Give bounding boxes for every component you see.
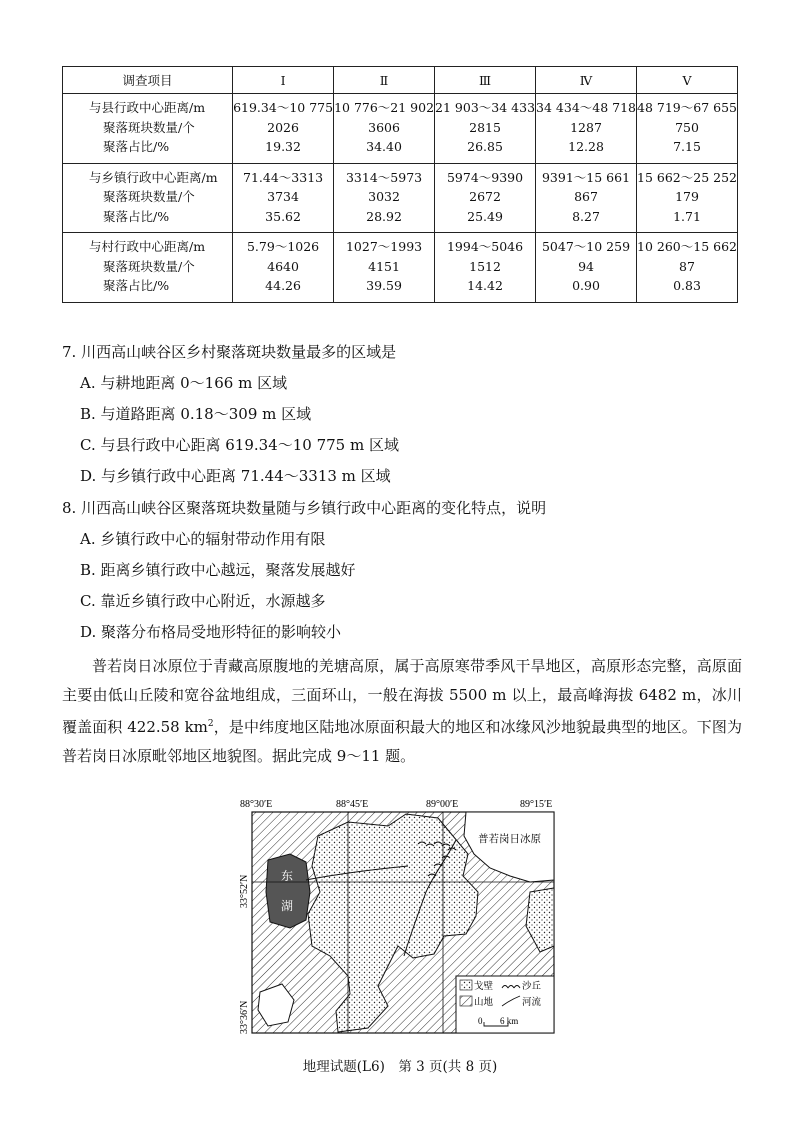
table-cell: 4151 <box>368 258 400 274</box>
scale-zero: 0 <box>478 1016 483 1026</box>
table-cell: 94 <box>578 258 594 274</box>
row-label: 与县行政中心距离/m <box>89 100 206 115</box>
zone-3-cell <box>435 233 536 303</box>
header-zone-5: Ⅴ <box>637 67 738 94</box>
row-label: 聚落占比/% <box>103 208 170 224</box>
table-cell: 4640 <box>267 258 299 274</box>
row-label: 聚落斑块数量/个 <box>103 258 195 274</box>
table-cell: 1512 <box>469 258 501 274</box>
row-labels <box>63 94 233 164</box>
table-cell: 14.42 <box>467 278 503 293</box>
lon-label: 89°00′E <box>426 799 459 810</box>
table-cell: 5.79～1026 <box>246 239 320 254</box>
question-8-option-a: A. 乡镇行政中心的辐射带动作用有限 <box>80 530 326 548</box>
question-7-option-b: B. 与道路距离 0.18～309 m 区域 <box>80 405 312 423</box>
legend-mountain-swatch <box>460 996 472 1006</box>
header-zone-4: Ⅳ <box>536 67 637 94</box>
legend-gobi-label: 戈壁 <box>474 981 494 992</box>
table-cell: 48 719～67 655 <box>637 100 737 115</box>
table-row-group-township <box>63 163 738 233</box>
table-cell: 0.83 <box>673 278 701 293</box>
table-cell: 2026 <box>267 119 299 135</box>
landform-map <box>238 796 568 1041</box>
question-7-option-d: D. 与乡镇行政中心距离 71.44～3313 m 区域 <box>80 467 391 485</box>
row-label: 聚落斑块数量/个 <box>103 189 195 204</box>
zone-5-cell <box>637 233 738 303</box>
question-7-option-a: A. 与耕地距离 0～166 m 区域 <box>80 374 288 392</box>
table-cell: 19.32 <box>265 139 301 154</box>
passage-paragraph <box>62 652 742 771</box>
question-7-option-c: C. 与县行政中心距离 619.34～10 775 m 区域 <box>80 436 399 454</box>
table-cell: 9391～15 661 <box>541 169 631 185</box>
lake-label: 东 <box>281 869 294 883</box>
zone-4-cell <box>536 94 637 164</box>
table-row-group-village <box>63 233 738 303</box>
table-cell: 1.71 <box>673 208 701 224</box>
table-cell: 39.59 <box>366 278 402 293</box>
table-cell: 3606 <box>368 119 400 135</box>
table-cell: 34.40 <box>366 139 402 154</box>
table-cell: 12.28 <box>568 139 604 154</box>
lon-label: 88°45′E <box>336 799 369 810</box>
table-cell: 26.85 <box>467 139 503 154</box>
table-cell: 35.62 <box>265 208 301 224</box>
table-cell: 25.49 <box>467 208 503 224</box>
row-labels <box>63 233 233 303</box>
table-cell: 5974～9390 <box>446 169 524 185</box>
scale-value: 6 km <box>500 1016 519 1026</box>
zone-4-cell <box>536 233 637 303</box>
lon-label: 89°15′E <box>520 799 553 810</box>
table-cell: 7.15 <box>673 139 701 154</box>
table-cell: 10 776～21 902 <box>334 100 435 115</box>
table-row-group-county <box>63 94 738 164</box>
header-item: 调查项目 <box>63 67 233 94</box>
zone-1-cell <box>233 94 334 164</box>
table-cell: 1287 <box>570 119 602 135</box>
row-label: 聚落占比/% <box>103 278 170 293</box>
table-cell: 2672 <box>469 189 501 204</box>
header-zone-1: Ⅰ <box>233 67 334 94</box>
table-cell: 3314～5973 <box>345 169 423 185</box>
row-label: 聚落斑块数量/个 <box>103 119 195 135</box>
table-cell: 619.34～10 775 <box>233 100 334 115</box>
table-header-row <box>63 67 738 94</box>
zone-5-cell <box>637 94 738 164</box>
legend-gobi-swatch <box>460 980 472 990</box>
legend-dune-label: 沙丘 <box>522 981 542 992</box>
header-zone-2: Ⅱ <box>334 67 435 94</box>
table-cell: 71.44～3313 <box>243 169 324 185</box>
table-cell: 867 <box>574 189 598 204</box>
passage-text-2: ，是中纬度地区陆地冰原面积最大的地区和冰缘风沙地貌最典型的地区。下图为普若岗日冰原毗邻地区地貌图。据此完成 9～11 题。 <box>62 718 742 765</box>
row-label: 与村行政中心距离/m <box>89 239 206 254</box>
table-cell: 5047～10 259 <box>541 239 631 254</box>
question-8-stem: 8. 川西高山峡谷区聚落斑块数量随与乡镇行政中心距离的变化特点，说明 <box>62 499 547 517</box>
passage-text-1: 普若岗日冰原位于青藏高原腹地的羌塘高原，属于高原寒带季风干旱地区，高原形态完整，高原面主要由低山丘陵和宽谷盆地组成，三面环山，一般在海拔 5500 m 以上，最高峰海拔 6482 m，冰川覆盖面积 422.58 km <box>62 657 742 736</box>
table-cell: 0.90 <box>572 278 600 293</box>
question-8-option-d: D. 聚落分布格局受地形特征的影响较小 <box>80 623 342 641</box>
zone-3-cell <box>435 163 536 233</box>
zone-3-cell <box>435 94 536 164</box>
row-label: 与乡镇行政中心距离/m <box>89 169 218 185</box>
table-cell: 15 662～25 252 <box>637 169 737 185</box>
row-label: 聚落占比/% <box>103 139 170 154</box>
table-cell: 10 260～15 662 <box>637 239 737 254</box>
lon-label: 88°30′E <box>240 799 273 810</box>
page-footer: 地理试题(L6) 第 3 页(共 8 页) <box>302 1059 498 1075</box>
zone-2-cell <box>334 163 435 233</box>
legend-mountain-label: 山地 <box>474 997 494 1008</box>
passage-superscript: 2 <box>207 719 214 729</box>
table-cell: 1027～1993 <box>345 239 423 254</box>
table-cell: 3032 <box>368 189 400 204</box>
table-cell: 2815 <box>469 119 501 135</box>
row-labels <box>63 163 233 233</box>
lat-label: 33°52′N <box>239 874 250 908</box>
table-cell: 87 <box>679 258 695 274</box>
survey-table <box>62 66 738 303</box>
legend-river-label: 河流 <box>522 997 542 1008</box>
zone-1-cell <box>233 233 334 303</box>
question-8-option-c: C. 靠近乡镇行政中心附近，水源越多 <box>80 592 326 610</box>
table-cell: 8.27 <box>572 208 600 224</box>
question-8-option-b: B. 距离乡镇行政中心越远，聚落发展越好 <box>80 561 356 579</box>
table-cell: 34 434～48 718 <box>536 100 637 115</box>
zone-2-cell <box>334 94 435 164</box>
lake-label: 湖 <box>281 899 294 913</box>
zone-4-cell <box>536 163 637 233</box>
lake <box>266 854 310 928</box>
zone-1-cell <box>233 163 334 233</box>
place-label: 普若岗日冰原 <box>478 833 541 845</box>
table-cell: 21 903～34 433 <box>435 100 536 115</box>
zone-5-cell <box>637 163 738 233</box>
table-cell: 179 <box>675 189 699 204</box>
table-cell: 3734 <box>267 189 299 204</box>
table-cell: 44.26 <box>265 278 301 293</box>
table-cell: 750 <box>675 119 699 135</box>
question-7-stem: 7. 川西高山峡谷区乡村聚落斑块数量最多的区域是 <box>62 343 397 361</box>
zone-2-cell <box>334 233 435 303</box>
header-zone-3: Ⅲ <box>435 67 536 94</box>
lat-label: 33°36′N <box>239 1000 250 1034</box>
table-cell: 1994～5046 <box>446 239 524 254</box>
table-cell: 28.92 <box>366 208 402 224</box>
